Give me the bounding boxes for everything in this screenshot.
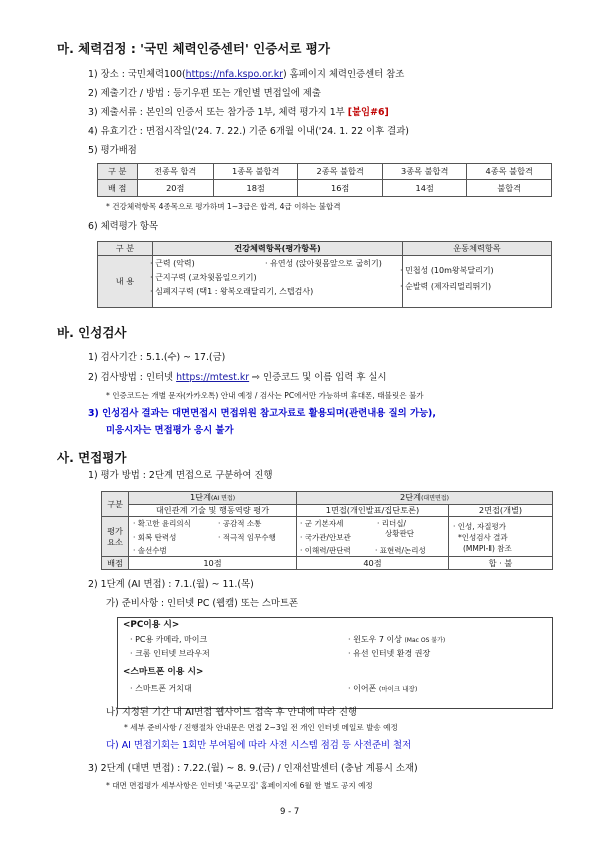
pc-requirement-os-main: · 윈도우 7 이상: [348, 635, 405, 644]
personality-method-post: ⇨ 인증코드 및 이름 입력 후 실시: [249, 372, 387, 383]
personality-result-line2: 미응시자는 면접평가 응시 불가: [106, 425, 234, 436]
score-interview1: 40점: [297, 557, 449, 570]
mtest-link[interactable]: https://mtest.kr: [176, 372, 250, 383]
earphone-main: · 이어폰: [348, 684, 379, 693]
stage2-main: 2단계: [400, 492, 422, 502]
score-note: * 건강체력항목 4종목으로 평가하며 1~3급은 합격, 4급 이하는 불합격: [106, 202, 341, 211]
stage1-main: 1단계: [189, 492, 211, 502]
items-header-health: 건강체력항목(평가항목): [153, 242, 403, 256]
score-header-cell: 1종목 불합격: [213, 164, 298, 180]
requirements-box: [117, 617, 553, 709]
score-header-cell: 2종목 불합격: [298, 164, 383, 180]
personality-note: * 인증코드는 개별 문자(카카오톡) 안내 예정 / 검사는 PC에서만 가능하며 휴대폰, 태블릿은 불가: [106, 391, 424, 400]
health-item-strength: · 근력 (악력): [150, 259, 195, 268]
earphone-note: (마이크 내장): [378, 685, 418, 693]
fitness-documents: 3) 제출서류 : 본인의 인증서 또는 참가증 1부, 체력 평가지 1부: [88, 107, 348, 118]
stage1-preparation: 가) 준비사항 : 인터넷 PC (웹캠) 또는 스마트폰: [106, 598, 299, 609]
eval-label-1: 평가: [107, 525, 123, 536]
fitness-score-heading: 5) 평가배점: [88, 145, 137, 156]
score-header-cell: 3종목 불합격: [382, 164, 467, 180]
interview1-element: · 표현력/논리성: [375, 546, 426, 555]
personality-method-pre: 2) 검사방법 : 인터넷: [88, 372, 177, 383]
personality-result-line1: 3) 인성검사 결과는 대면면접시 면접위원 참고자료로 활용되며(관련내용 질의 가능),: [88, 408, 436, 419]
pc-requirement-os: [348, 634, 445, 646]
items-header-motor: 운동체력항목: [403, 242, 552, 256]
score-ai: 10점: [129, 557, 297, 570]
interview-method: 1) 평가 방법 : 2단계 면접으로 구분하여 진행: [88, 470, 273, 481]
pc-requirement-os-note: (Mac OS 불가): [404, 637, 446, 644]
ai-element: · 솔선수범: [133, 546, 167, 555]
section-title-fitness: 마. 체력검정 : '국민 체력인증센터' 인증서로 평가: [57, 41, 330, 56]
ai-element: · 공감적 소통: [218, 519, 262, 528]
section-title-personality: 바. 인성검사: [57, 325, 127, 340]
interview2-element: *인성검사 결과: [458, 533, 508, 542]
score-interview2: 합 · 불: [449, 557, 553, 570]
fitness-score-table: [97, 163, 552, 197]
interview2-element: (MMPI-Ⅱ) 참조: [463, 544, 512, 553]
smartphone-requirements-title: <스마트폰 이용 시>: [123, 667, 204, 677]
fitness-place-line: [88, 69, 404, 81]
fitness-submit-period: 2) 제출기간 / 방법 : 등기우편 또는 개인별 면접일에 제출: [88, 88, 321, 99]
score-header-cell: 구 분: [98, 164, 138, 180]
score-row-label: 배 점: [98, 180, 138, 197]
personality-method-line: [88, 372, 387, 384]
stage1-schedule: 2) 1단계 (AI 면접) : 7.1.(월) ~ 11.(목): [88, 579, 254, 590]
ai-interview-access: 나) 지정된 기간 내 AI면접 웹사이트 접속 후 안내에 따라 진행: [106, 707, 357, 718]
pc-requirement: · 크롬 인터넷 브라우저: [130, 649, 210, 658]
interview1-element: · 리더십/: [377, 519, 407, 528]
motor-item-agility: · 민첩성 (10m왕복달리기): [400, 266, 494, 275]
col-interview1: 1면접(개인발표/집단토론): [297, 505, 449, 517]
ai-element: · 회복 탄력성: [133, 533, 177, 542]
score-label: 배점: [102, 557, 129, 570]
eval-label-2: 요소: [107, 536, 123, 547]
personality-period: 1) 검사기간 : 5.1.(수) ~ 17.(금): [88, 352, 226, 363]
items-header-gubun: 구 분: [98, 242, 153, 256]
health-item-flexibility: · 유연성 (앉아윗몸앞으로 굽히기): [265, 259, 382, 268]
interview2-element: · 인성, 자질평가: [453, 522, 507, 531]
interview1-element: · 군 기본자세: [300, 519, 344, 528]
interview1-element: 상황판단: [385, 529, 414, 538]
score-cell: 16점: [298, 180, 383, 197]
motor-item-power: · 순발력 (제자리멀리뛰기): [400, 282, 492, 291]
interview1-element: · 이해력/판단력: [300, 546, 351, 555]
score-cell: 20점: [137, 180, 213, 197]
nfa-link[interactable]: https://nfa.kspo.or.kr: [185, 69, 284, 80]
fitness-place-post: ) 홈페이지 체력인증센터 참조: [283, 69, 405, 80]
fitness-items-heading: 6) 체력평가 항목: [88, 221, 158, 232]
col-interview2: 2면접(개별): [449, 505, 553, 517]
page-number: 9 - 7: [280, 807, 300, 817]
pc-requirement: · 유선 인터넷 환경 권장: [348, 649, 431, 658]
ai-interview-warning: 다) AI 면접기회는 1회만 부여됨에 따라 사전 시스템 점검 등 사전준비 철저: [106, 740, 412, 751]
stage2-sub: (대면면접): [421, 495, 449, 502]
stage2-schedule: 3) 2단계 (대면 면접) : 7.22.(월) ~ 8. 9.(금) / 인재선발센터 (충남 계룡시 소재): [88, 763, 418, 774]
smartphone-requirement: · 스마트폰 거치대: [130, 684, 192, 693]
score-cell: 불합격: [467, 180, 552, 197]
stage2-note: * 대면 면접평가 세부사항은 인터넷 '육군모집' 홈페이지에 6월 한 별도 공지 예정: [106, 781, 373, 790]
interview-gubun: 구분: [102, 492, 129, 517]
interview1-element: · 국가관/안보관: [300, 533, 351, 542]
health-item-cardio: · 심폐지구력 (택1 : 왕복오래달리기, 스텝검사): [150, 287, 314, 296]
stage1-sub: (AI 면접): [210, 495, 236, 502]
health-item-endurance: · 근지구력 (교차윗몸일으키기): [150, 273, 257, 282]
items-row-label: 내 용: [98, 256, 153, 308]
pc-requirement: · PC용 카메라, 마이크: [130, 635, 208, 644]
score-cell: 18점: [213, 180, 298, 197]
fitness-documents-line: [88, 107, 389, 119]
smartphone-requirement-earphone: [348, 683, 417, 695]
fitness-validity: 4) 유효기간 : 면접시작일('24. 7. 22.) 기준 6개월 이내('24. 1. 22 이후 결과): [88, 126, 409, 137]
pc-requirements-title: <PC이용 시>: [123, 620, 180, 630]
ai-interview-note: * 세부 준비사항 / 진행절차 안내문은 면접 2~3일 전 개인 인터넷 메일로 발송 예정: [124, 723, 398, 732]
score-header-cell: 4종목 불합격: [467, 164, 552, 180]
ai-element: · 적극적 임무수행: [218, 533, 276, 542]
eval-elements-label: [102, 517, 129, 557]
section-title-interview: 사. 면접평가: [57, 450, 127, 465]
score-header-cell: 전종목 합격: [137, 164, 213, 180]
stage2-header: [297, 492, 553, 505]
col-ai-interview: 대인관계 기술 및 행동역량 평가: [129, 505, 297, 517]
stage1-header: [129, 492, 297, 505]
score-cell: 14점: [382, 180, 467, 197]
fitness-place-pre: 1) 장소 : 국민체력100(: [88, 69, 186, 80]
attachment-tag: [붙임#6]: [347, 107, 389, 118]
ai-element: · 확고한 윤리의식: [133, 519, 191, 528]
